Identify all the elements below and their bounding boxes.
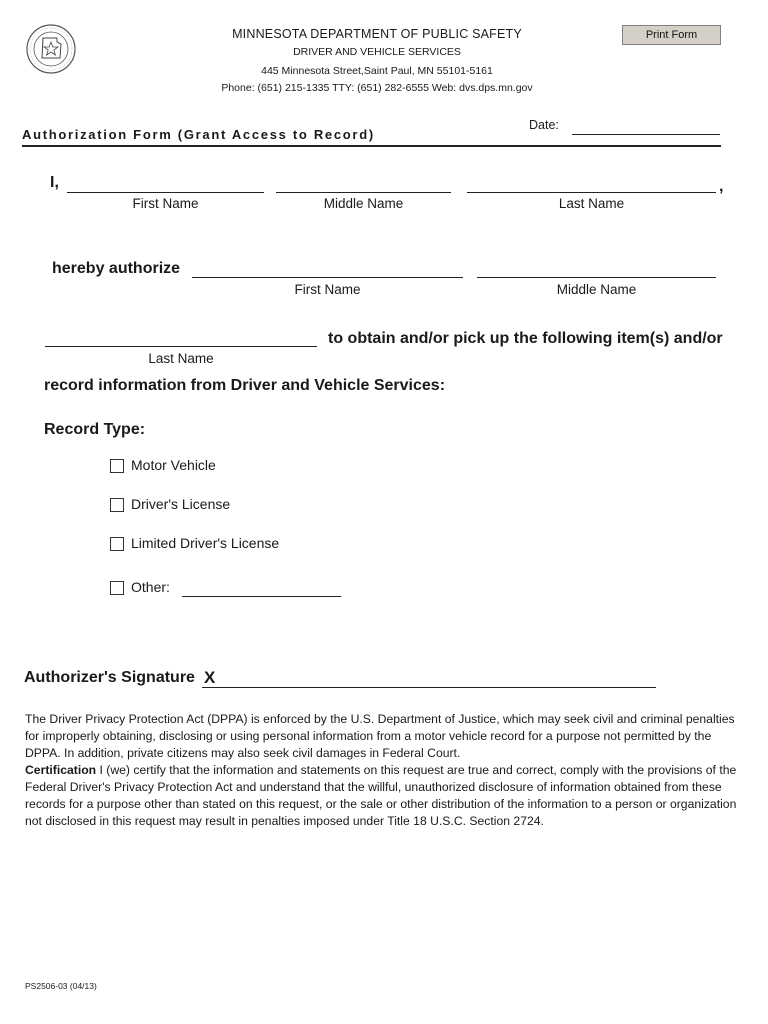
signature-x-mark: X	[204, 668, 216, 687]
grantor-last-name-caption: Last Name	[558, 196, 625, 211]
limited-drivers-license-checkbox[interactable]	[110, 537, 124, 551]
motor-vehicle-label: Motor Vehicle	[131, 457, 216, 473]
grantee-first-name-caption: First Name	[294, 282, 361, 297]
form-number: PS2506-03 (04/13)	[25, 981, 97, 991]
legal-paragraph	[25, 711, 745, 830]
limited-drivers-license-label: Limited Driver's License	[131, 535, 280, 551]
division-name: DRIVER AND VEHICLE SERVICES	[293, 46, 461, 58]
signature-field[interactable]	[202, 687, 656, 688]
drivers-license-checkbox[interactable]	[110, 498, 124, 512]
agency-contact: Phone: (651) 215-1335 TTY: (651) 282-6555 Web: dvs.dps.mn.gov	[221, 82, 533, 94]
i-label: I,	[50, 174, 59, 191]
other-checkbox[interactable]	[110, 581, 124, 595]
grantee-last-name-caption: Last Name	[148, 351, 214, 366]
drivers-license-label: Driver's License	[131, 496, 231, 512]
dppa-text: The Driver Privacy Protection Act (DPPA) is enforced by the U.S. Department of Justice, which may seek civil and criminal penalties for improperly obtaining, disclosing or using personal information from a motor vehicle record for a purpose not permitted by the DPPA. In addition, private citizens may also seek civil damages in Federal Court.	[25, 712, 735, 760]
agency-name: MINNESOTA DEPARTMENT OF PUBLIC SAFETY	[232, 27, 522, 41]
grantee-middle-name-field[interactable]	[477, 277, 716, 278]
grantor-last-name-field[interactable]	[467, 192, 716, 193]
date-label: Date:	[529, 118, 559, 132]
date-field[interactable]	[572, 134, 720, 135]
grantee-last-name-field[interactable]	[45, 346, 317, 347]
form-title: Authorization Form (Grant Access to Record)	[22, 127, 375, 142]
record-info-statement: record information from Driver and Vehicle Services:	[44, 377, 446, 394]
print-form-button[interactable]: Print Form	[622, 25, 721, 45]
record-type-heading: Record Type:	[44, 421, 146, 438]
grantor-first-name-field[interactable]	[67, 192, 264, 193]
signature-label: Authorizer's Signature	[24, 669, 195, 686]
title-divider	[22, 145, 721, 147]
other-field[interactable]	[182, 596, 341, 597]
comma-label: ,	[719, 178, 724, 195]
grantee-middle-name-caption: Middle Name	[556, 282, 637, 297]
certification-text: I (we) certify that the information and statements on this request are true and correct, comply with the provisions of the Federal Driver's Privacy Protection Act and understand that the willful, unauthorized disclosure of information obtained from these records for a purpose other than stated on this request, or the sale or other distribution of the information to a person or organization not disclosed in this request may result in penalties imposed under Title 18 U.S.C. Section 2724.	[25, 763, 737, 828]
agency-address: 445 Minnesota Street,Saint Paul, MN 55101-5161	[261, 65, 493, 77]
hereby-authorize-label: hereby authorize	[52, 260, 181, 277]
certification-label: Certification	[25, 763, 97, 777]
grantee-first-name-field[interactable]	[192, 277, 463, 278]
state-seal-icon	[26, 24, 76, 74]
grantor-middle-name-field[interactable]	[276, 192, 451, 193]
other-label: Other:	[131, 579, 170, 595]
grantor-middle-name-caption: Middle Name	[323, 196, 404, 211]
grantor-first-name-caption: First Name	[132, 196, 199, 211]
obtain-statement: to obtain and/or pick up the following item(s) and/or	[328, 330, 723, 347]
motor-vehicle-checkbox[interactable]	[110, 459, 124, 473]
